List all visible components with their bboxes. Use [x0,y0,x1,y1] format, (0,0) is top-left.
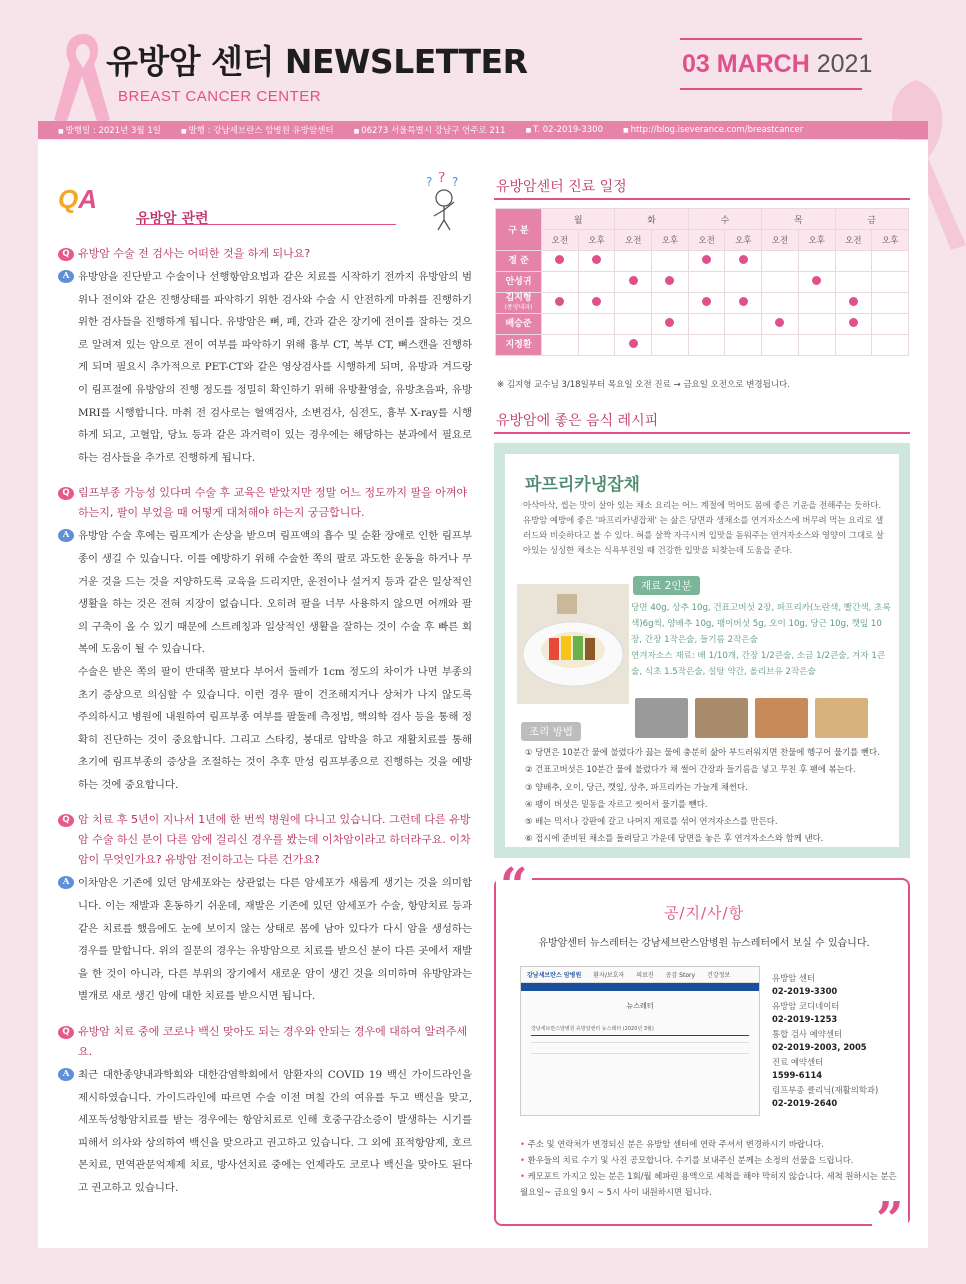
recipe-step: ⑥ 접시에 준비된 채소를 돌려담고 가운데 당면을 놓은 후 연겨자소스와 함께 낸다. [525,833,824,844]
clinic-slot-off [872,251,909,272]
contact-phone: 02-2019-2640 [772,1098,838,1108]
clinic-slot-off [578,272,615,293]
schedule-corner: 구 분 [496,209,542,251]
recipe-title: 파프리카냉잡채 [525,475,640,495]
clinic-slot-off [872,293,909,314]
clinic-dot-icon [592,297,601,306]
question-marker: Q [58,1026,74,1039]
step-photo-2 [695,698,748,738]
clinic-dot-icon [739,297,748,306]
clinic-slot-off [615,251,652,272]
recipe-step: ② 건표고버섯은 10분간 물에 불렸다가 채 썰어 간장과 들기름을 넣고 무친 후 팬에 볶는다. [525,764,856,775]
info-blog-link[interactable]: ■ http://blog.iseverance.com/breastcancer [603,125,803,135]
schedule-rule [494,198,910,200]
answer-marker: A [58,876,74,889]
ampm-header: 오후 [798,230,835,251]
day-header: 금 [835,209,909,230]
contact-list [772,972,902,1112]
day-header: 수 [688,209,761,230]
recipe-steps [525,744,895,848]
site-menu-item: 환자/보호자 [593,972,625,979]
clinic-dot-icon [629,276,638,285]
notice-subtitle: 유방암센터 뉴스레터는 강남세브란스암병원 뉴스레터에서 보실 수 있습니다. [538,938,870,949]
clinic-slot-off [542,335,579,356]
date-rule-bottom [680,88,862,90]
recipe-intro: 아삭아삭, 씹는 맛이 살아 있는 채소 요리는 어느 계절에 먹어도 몸에 좋은 기운을 전해주는 듯하다. 유방암 예방에 좋은 '파프리카냉잡채' 는 삶은 당면과 생채소를 연겨자소스에 버무려 먹는 요리로 샐러드와 비슷하다고 볼 수 있다. 혀를 살짝 자극시켜 입맛을 돋워주는 연겨자소스와 영양이 그대로 살아있는 싱싱한 채소는 식욕부진일 때 건강한 입맛을 되찾는데 도움을 준다. [523,500,884,555]
site-list-item: 강남세브란스암병원 유방암센터 뉴스레터 (2020년 3월) [531,1025,749,1036]
ampm-header: 오후 [872,230,909,251]
contact-label: 통합 검사 예약센터 [772,1029,843,1039]
recipe-step: ④ 팽이 버섯은 밑동을 자르고 씻어서 물기를 뺀다. [525,798,708,809]
clinic-slot-off [872,335,909,356]
schedule-table [495,208,909,356]
clinic-slot-off [542,272,579,293]
day-header: 월 [542,209,615,230]
issue-date: 03 MARCH 2021 [682,50,873,78]
clinic-slot-on [762,314,799,335]
question-marker: Q [58,248,74,261]
clinic-slot-on [835,314,872,335]
answer-marker: A [58,529,74,542]
question-2 [58,483,472,523]
clinic-dot-icon [555,297,564,306]
clinic-slot-off [542,314,579,335]
question-text: 유방암 수술 전 검사는 어떠한 것을 하게 되나요? [78,247,311,260]
info-issue-date: ■ 발행일 : 2021년 3월 1일 [38,124,161,136]
clinic-slot-off [688,314,725,335]
recipe-step: ③ 양배추, 오이, 당근, 깻잎, 상추, 파프리카는 가늘게 채썬다. [525,781,748,792]
ampm-header: 오전 [688,230,725,251]
doctor-name: 안성귀 [496,272,542,293]
qa-logo: QA [58,184,98,214]
clinic-slot-on [725,251,762,272]
schedule-row [496,251,909,272]
clinic-slot-off [578,335,615,356]
answer-3 [58,872,472,1008]
clinic-slot-on [652,314,689,335]
clinic-dot-icon [849,297,858,306]
clinic-slot-off [798,314,835,335]
info-publisher: ■ 발행 : 강남세브란스 암병원 유방암센터 [161,124,334,136]
qa-column [58,170,472,1200]
question-text: 림프부종 가능성 있다며 수술 후 교육은 받았지만 정말 어느 정도까지 팔을 아껴야 하는지, 팔이 부었을 때 어떻게 대처해야 하는지 궁금합니다. [78,486,468,520]
ampm-header: 오전 [615,230,652,251]
contact-label: 유방암 센터 [772,973,816,983]
contact-phone: 02-2019-1253 [772,1014,838,1024]
clinic-dot-icon [849,318,858,327]
step-photo-3 [755,698,808,738]
answer-text: 이차암은 기존에 있던 암세포와는 상관없는 다른 암세포가 새롭게 생기는 것을 의미합니다. 이는 재발과 혼동하기 쉬운데, 재발은 기존에 있던 암세포가 수술, 항암치료 등과 같은 치료를 했음에도 눈에 보이지 않는 상태로 몸에 남아 있다가 다시 암을 생성하는 경우를 말합니다. 위의 질문의 경우는 유방암으로 치료를 받으신 분이 다른 곳에서 재발을 한 것이 아니라, 다른 부위의 장기에서 새로운 암이 생긴 것을 의미하며 유방암과는 별개로 새로 생긴 암에 대한 치료를 받으시면 됩니다. [78,877,472,1003]
answer-marker: A [58,270,74,283]
clinic-slot-on [578,293,615,314]
clinic-slot-off [688,335,725,356]
schedule-body [496,251,909,356]
clinic-slot-on [542,251,579,272]
notice-bullet: • 주소 및 연락처가 변경되신 분은 유방암 센터에 연락 주셔서 변경하시기 바랍니다. [520,1136,900,1152]
schedule-row [496,272,909,293]
clinic-dot-icon [555,255,564,264]
clinic-slot-off [835,335,872,356]
schedule-title: 유방암센터 진료 일정 [496,179,627,195]
clinic-dot-icon [775,318,784,327]
open-quote-icon: “ [496,866,532,906]
contact-phone: 02-2019-2003, 2005 [772,1042,867,1052]
site-nav [521,967,759,983]
question-text: 유방암 치료 중에 코로나 백신 맞아도 되는 경우와 안되는 경우에 대하여 알려주세요. [78,1025,468,1059]
schedule-row [496,335,909,356]
clinic-slot-off [762,293,799,314]
clinic-dot-icon [665,276,674,285]
clinic-slot-off [652,251,689,272]
recipe-section-title: 유방암에 좋은 음식 레시피 [496,413,659,429]
question-marker: Q [58,814,74,827]
question-text: 암 치료 후 5년이 지나서 1년에 한 번씩 병원에 다니고 있습니다. 그런데 다른 유방암 수술 하신 분이 다른 암에 걸리신 경우를 봤는데 이차암이라고 하더라구요. 이차암이 무엇인가요? 유방암 전이하고는 다른 건가요? [78,813,471,867]
recipe-inner [505,454,899,847]
site-heading: 뉴스레터 [626,1002,654,1010]
clinic-slot-on [798,272,835,293]
recipe-step: ① 당면은 10분간 물에 불렸다가 끓는 물에 충분히 삶아 부드러워지면 찬물에 헹구어 물기를 뺀다. [525,747,880,757]
answer-4 [58,1064,472,1200]
clinic-dot-icon [702,297,711,306]
notice-bullets [520,1136,900,1200]
clinic-slot-off [798,293,835,314]
header [0,0,966,140]
clinic-slot-off [798,335,835,356]
site-blue-bar [521,983,759,991]
clinic-slot-off [762,272,799,293]
answer-text: 유방암 수술 후에는 림프계가 손상을 받으며 림프액의 흡수 및 순환 장애로 인한 림프부종이 생길 수 있습니다. 이를 예방하기 위해 수술한 쪽의 팔로 과도한 운동을 하거나 무거운 것을 드는 것을 지양하도록 교육을 드리지만, 운전이나 설거지 등과 같은 일상적인 생활을 하는 것은 전혀 지장이 없습니다. 오히려 팔을 너무 사용하지 않으면 어깨와 팔의 구축이 올 수 있기 때문에 스트레칭과 일상적인 생활을 잘하는 것이 수술 후 빠른 회복에 도움이 될 수 있습니다. 수술은 받은 쪽의 팔이 반대쪽 팔보다 부어서 둘레가 1cm 정도의 차이가 나면 부종의 초기 증상으로 의심할 수 있습니다. 이런 경우 팔이 건조해지거나 상처가 나지 않도록 주의하시고 병원에 내원하여 림프부종 여부를 팔둘레 측정법, 핵의학 검사 등을 통해 정확히 진단하는 것이 중요합니다. 그리고 스타킹, 붕대로 압박을 하고 재활치료를 통해 초기에 림프부종의 증상을 조절하는 것이 추후 만성 림프부종으로 진행하는 것을 예방하는 것에 중요합니다. [78,530,472,791]
schedule-row [496,293,909,314]
clinic-slot-off [872,314,909,335]
clinic-dot-icon [665,318,674,327]
clinic-slot-off [578,314,615,335]
contact-label: 진료 예약센터 [772,1057,824,1067]
newsletter-subtitle: BREAST CANCER CENTER [118,88,322,105]
thinking-figure-icon [418,172,472,232]
clinic-slot-on [652,272,689,293]
clinic-slot-off [762,251,799,272]
question-3 [58,810,472,870]
date-rule-top [680,38,862,40]
site-menu-item: 건강정보 [707,972,731,979]
clinic-slot-on [578,251,615,272]
clinic-slot-off [762,335,799,356]
clinic-slot-off [652,293,689,314]
question-4 [58,1022,472,1062]
clinic-slot-off [725,335,762,356]
doctor-name: 김지형 (종양내과) [496,293,542,314]
svg-text:?: ? [426,175,433,189]
notice-title: 공/지/사/항 [663,904,745,922]
clinic-slot-off [872,272,909,293]
answer-1 [58,266,472,469]
svg-text:?: ? [452,175,459,189]
qa-section-title: 유방암 관련 [136,211,209,227]
clinic-slot-off [798,251,835,272]
question-marker: Q [58,487,74,500]
site-menu-item: 공감 Story [665,972,696,979]
clinic-slot-off [652,335,689,356]
ampm-header: 오후 [578,230,615,251]
answer-text: 유방암을 진단받고 수술이나 선행항암요법과 같은 치료를 시작하기 전까지 유방암의 범위나 전이와 같은 진행상태를 파악하기 위한 검사와 수술 시 안전하게 마취를 진행하기 위한 검사들을 진행하게 됩니다. 유방암은 뼈, 폐, 간과 같은 장기에 전이를 잘하는 것으로 알려져 있는 암으로 전이 여부를 파악하기 위해 흉부 CT, 복부 CT, 뼈스캔을 진행하게 되며 필요시 추가적으로 PET-CT와 같은 영상검사를 시행하게 되며, 유방과 겨드랑이 림프절에 유방암의 진행 정도를 정밀히 확인하기 위해 유방촬영술, 유방초음파, 유방 MRI를 시행합니다. 마취 전 검사로는 혈액검사, 소변검사, 심전도, 흉부 X-ray를 시행하게 되고, 고혈압, 당뇨 등과 같은 과거력이 있는 경우에는 해당하는 분과에서 필요로 하는 검사들을 추가로 진행하게 됩니다. [78,271,472,464]
ampm-header: 오전 [762,230,799,251]
svg-text:?: ? [438,172,446,186]
ampm-header: 오후 [725,230,762,251]
ampm-header: 오후 [652,230,689,251]
website-screenshot [520,966,760,1116]
recipe-card [494,443,910,858]
japchae-dish-image [517,584,629,704]
contact-phone: 1599-6114 [772,1070,823,1080]
clinic-slot-off [688,272,725,293]
clinic-slot-off [615,314,652,335]
ampm-header-row [496,230,909,251]
clinic-dot-icon [592,255,601,264]
info-bar [38,121,928,139]
clinic-slot-on [542,293,579,314]
notice-box [494,878,910,1226]
recipe-step: ⑤ 배는 믹서나 강판에 갈고 나머지 재료를 섞어 연겨자소스를 만든다. [525,816,778,827]
ampm-header: 오전 [542,230,579,251]
notice-bullet: • 환우들의 치료 수기 및 사진 공모합니다. 수기를 보내주신 분께는 소정의 선물을 드립니다. [520,1152,900,1168]
clinic-slot-off [725,272,762,293]
ampm-header: 오전 [835,230,872,251]
notice-bullet: • 케모포트 가지고 있는 분은 1회/월 헤파린 용액으로 세척을 해야 막히지 않습니다. 세척 원하시는 분은 월요일~ 금요일 9시 ~ 5시 사이 내원하시면 됩니다. [520,1168,900,1200]
clinic-slot-on [725,293,762,314]
clinic-slot-on [615,272,652,293]
recipe-rule [494,432,910,434]
clinic-slot-on [835,293,872,314]
day-header: 화 [615,209,688,230]
question-1 [58,244,472,264]
clinic-slot-off [835,272,872,293]
ingredients-badge: 재료 2인분 [633,576,700,595]
doctor-name: 배승준 [496,314,542,335]
doctor-name: 지정환 [496,335,542,356]
schedule-note: ※ 김지형 교수님 3/18일부터 목요일 오전 진료 → 금요일 오전으로 변경됩니다. [497,380,790,390]
clinic-dot-icon [629,339,638,348]
newsletter-title: 유방암 센터 NEWSLETTER [106,42,528,81]
clinic-dot-icon [739,255,748,264]
qa-title-rule [136,224,396,225]
clinic-dot-icon [702,255,711,264]
answer-marker: A [58,1068,74,1081]
day-header: 목 [762,209,835,230]
clinic-slot-off [615,293,652,314]
site-menu-item: 의료진 [636,972,654,979]
step-photo-1 [635,698,688,738]
qa-header [58,170,472,230]
contact-label: 림프부종 클리닉(재활의학과) [772,1085,879,1095]
contact-label: 유방암 코디네이터 [772,1001,840,1011]
answer-2 [58,525,472,796]
schedule-row [496,314,909,335]
doctor-name: 정 준 [496,251,542,272]
steps-badge: 조리 방법 [521,722,581,741]
clinic-dot-icon [812,276,821,285]
clinic-slot-on [615,335,652,356]
step-photo-4 [815,698,868,738]
answer-text: 최근 대한종양내과학회와 대한감염학회에서 암환자의 COVID 19 백신 가이드라인을 제시하였습니다. 가이드라인에 따르면 수술 이전 며칠 간의 여유를 두고 백신을 맞고, 세포독성항암치료를 받는 경우에는 항암치료로 인해 호중구감소증이 발생하는 시기를 피해서 의사와 상의하여 백신을 맞으라고 권고하고 있습니다. 그 외에 표적항암제, 호르몬치료, 면역관문억제제 치료, 방사선치료 중에는 언제라도 코로나 백신을 맞아도 된다고 권고하고 있습니다. [78,1069,472,1194]
close-quote-icon: ” [872,1200,908,1240]
clinic-slot-off [725,314,762,335]
info-address: ■ 06273 서울특별시 강남구 언주로 211 [334,124,506,136]
contact-phone: 02-2019-3300 [772,986,838,996]
ingredients-text: 당면 40g, 상추 10g, 건표고버섯 2장, 파프리카(노란색, 빨간색, 초록색)6g씩, 양배추 10g, 팽이버섯 5g, 오이 10g, 당근 10g, 깻잎 10장, 간장 1작은술, 들기름 2작은술 연겨자소스 재료: 배 1/10개, 간장 1/2큰술, 소금 1/2큰술, 겨자 1큰술, 식초 1.5작은술, 설탕 약간, 올리브유 2작은술 [631,603,891,677]
clinic-slot-off [835,251,872,272]
site-logo: 강남세브란스 암병원 [527,972,582,979]
clinic-slot-on [688,293,725,314]
info-phone: ■ T. 02-2019-3300 [506,125,603,135]
clinic-slot-on [688,251,725,272]
